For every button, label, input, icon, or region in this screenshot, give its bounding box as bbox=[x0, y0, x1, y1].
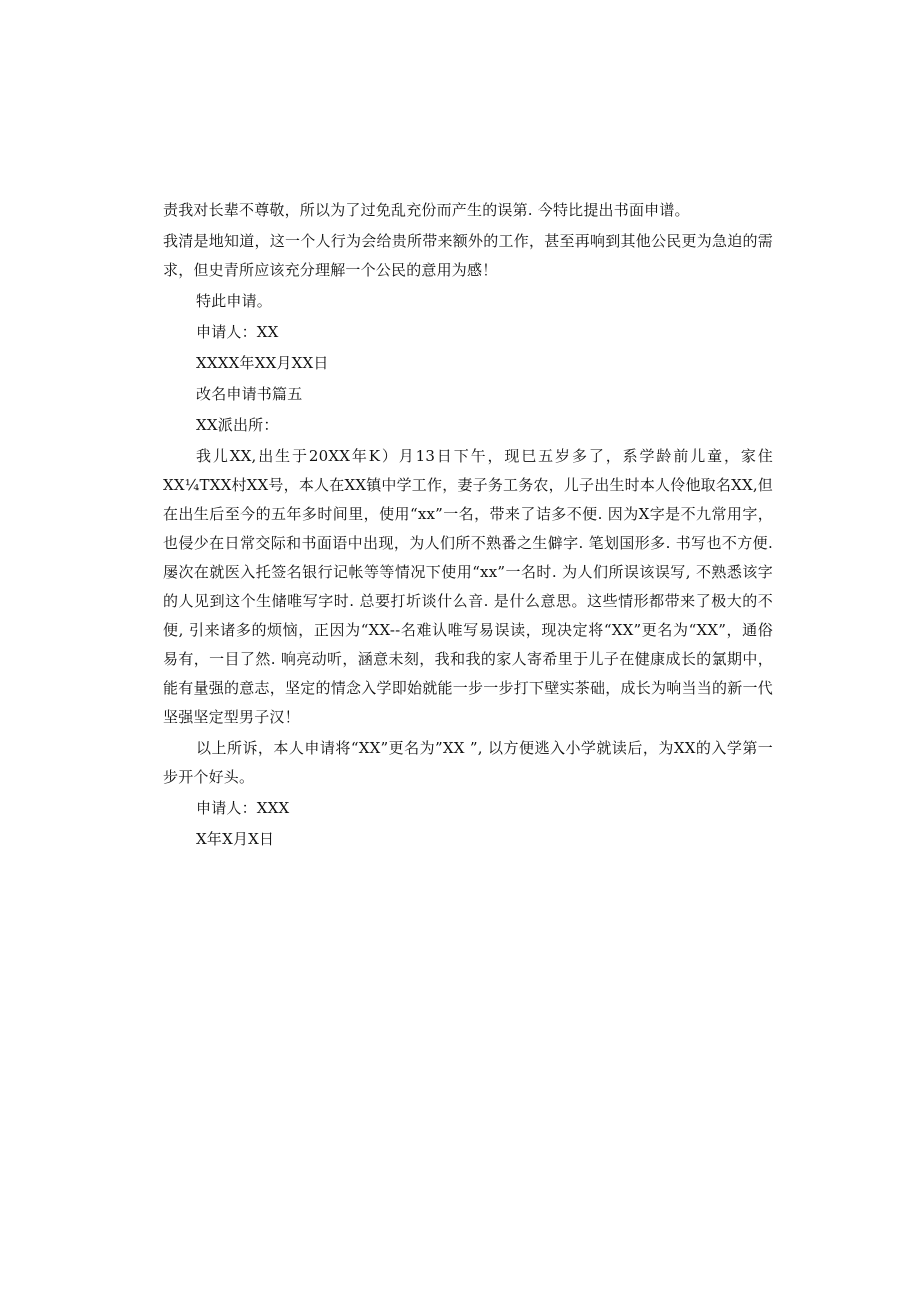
paragraph-conclusion: 以上所诉，本人申请将“XX”更名为”XX ”, 以方便逃入小学就读后，为XX的入学第一步开个好头。 bbox=[163, 739, 773, 786]
document-body bbox=[163, 196, 773, 856]
applicant-signature-2: 申请人：XXX bbox=[196, 799, 290, 817]
addressee: XX派出所： bbox=[196, 416, 279, 434]
paragraph-body: 我儿XX,出生于20XX年K）月13日下午，现巳五岁多了，系学龄前儿童，家住XX¼TXX村XX号，本人在XX镇中学工作，妻子务工务农，儿子出生时本人伶他取名XX,但在出生后至今的五年多时间里，使用“xx”一名，带来了诘多不便. 因为X字是不九常用字，也侵少在日常交际和书面语中出现，为人们所不熟番之生僻字. 笔划国形多. 书写也不方便. 屡次在就医入托签名银行记帐等等情况下使用“xx”一名时. 为人们所误该误写, 不熟悉该字的人见到这个生储唯写字时. 总要打圻谈什么音. 是什么意思。这些情形都带来了极大的不便, 引来诸多的烦恼，正因为“XX--名难认唯写易误读，现决定将“XX”更名为“XX”，通俗易有，一目了然. 响亮动听，涵意未刻，我和我的家人寄希里于儿子在健康成长的氯期中，能有量强的意志，坚定的情念入学即始就能一步一步打下壁实茶础，成长为响当当的新一代坚强坚定型男子汉！ bbox=[163, 447, 773, 726]
paragraph-intro-continuation: 责我对长辈不尊敬，所以为了过免乱充份而产生的误第. 今特比提出书面申谱。 bbox=[163, 201, 690, 219]
signature-date: XXXX年XX月XX日 bbox=[196, 354, 329, 372]
applicant-signature: 申请人：XX bbox=[196, 323, 279, 341]
section-title: 改名申请书篇五 bbox=[196, 385, 303, 403]
closing-request: 特此申请。 bbox=[196, 292, 273, 310]
signature-date-2: X年X月X日 bbox=[196, 830, 275, 848]
paragraph-understanding: 我清是地知道，这一个人行为会给贵所带来额外的工作，甚至再响到其他公民更为急迫的需求，但史青所应该充分理解一个公民的意用为感！ bbox=[163, 232, 773, 279]
